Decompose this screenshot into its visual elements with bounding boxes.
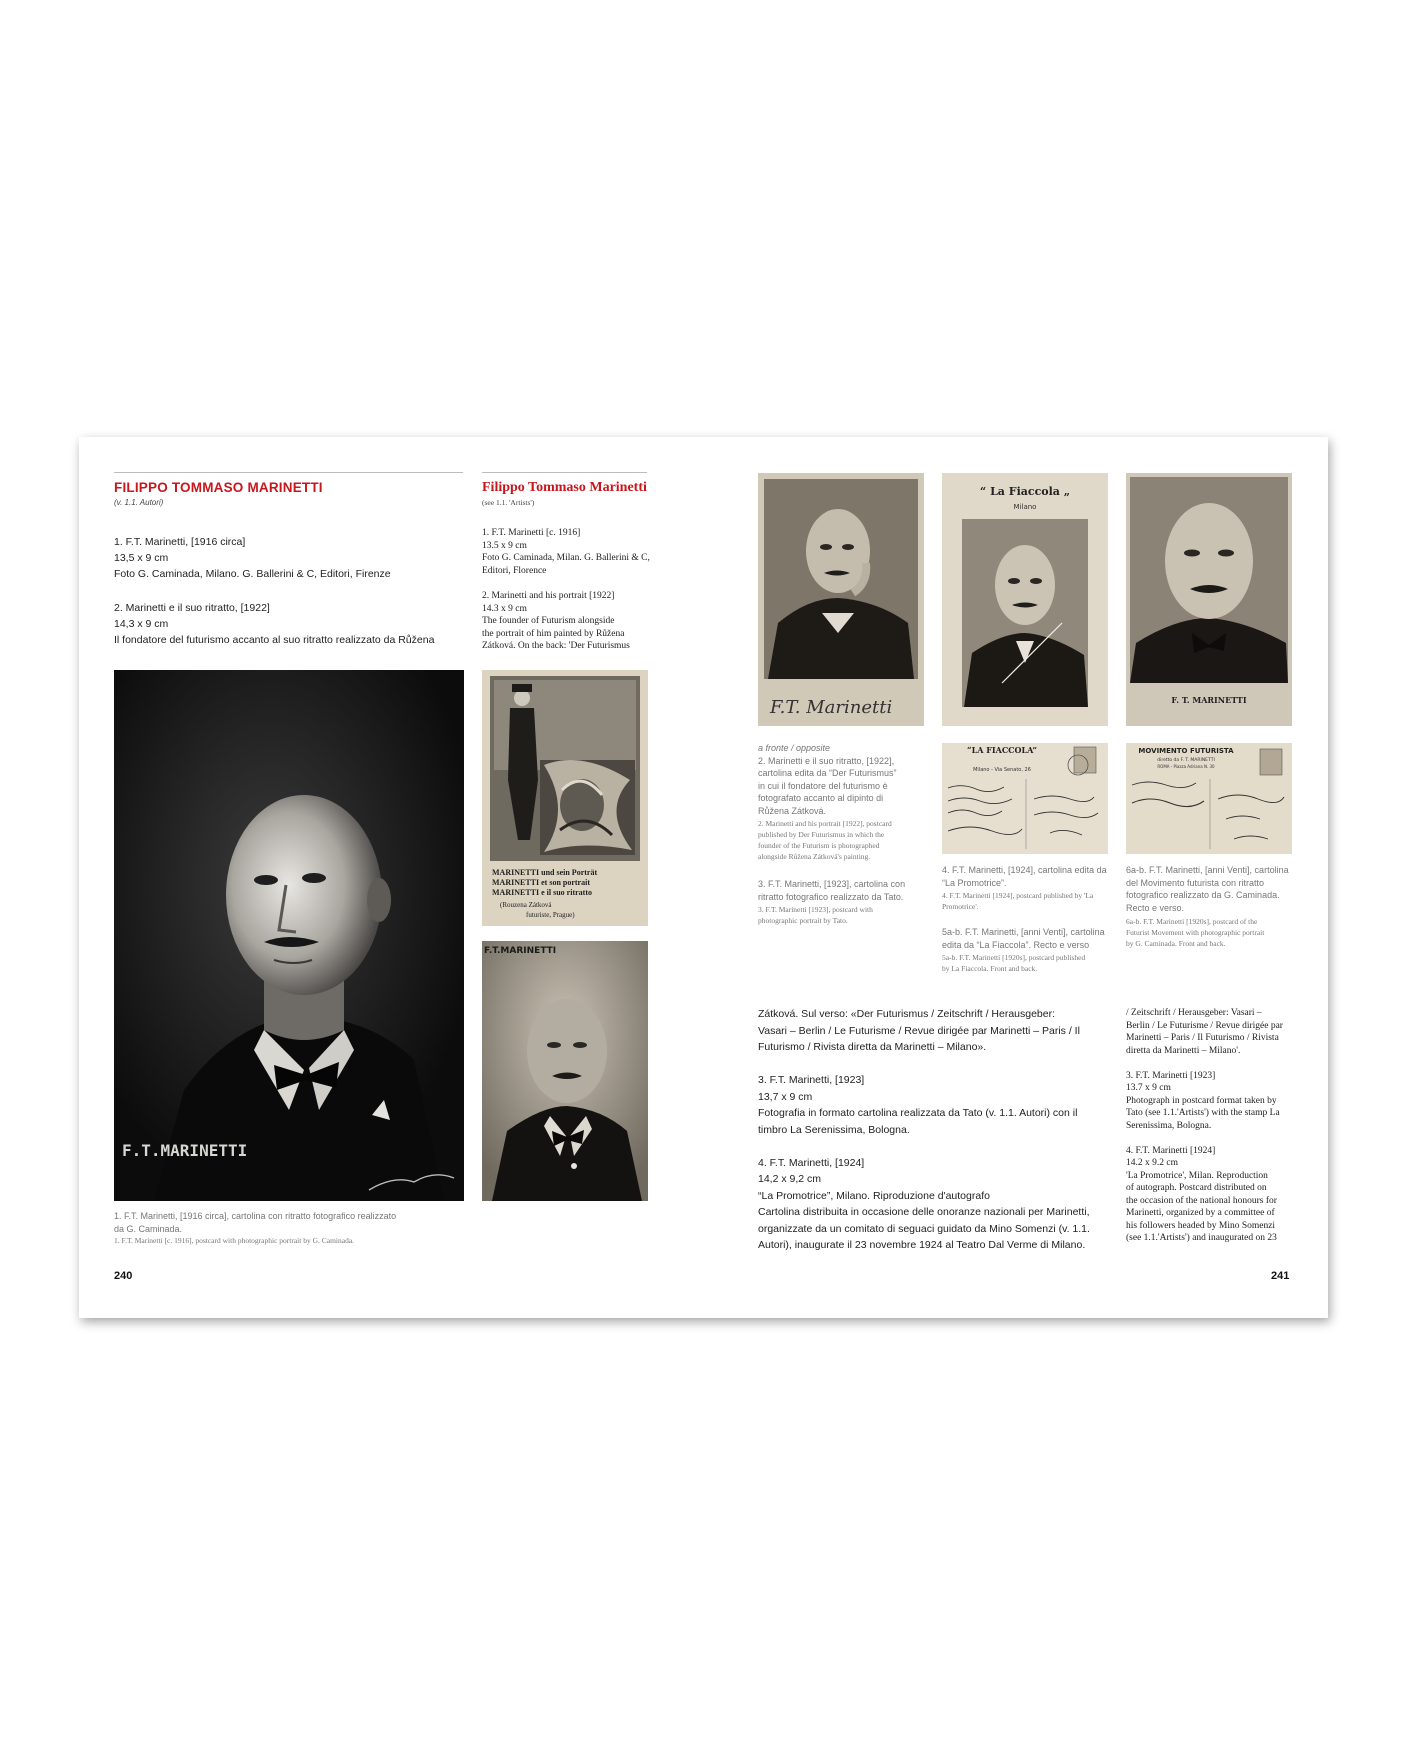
entry-line: Foto G. Caminada, Milano. G. Ballerini & C, Editori, Firenze xyxy=(114,568,391,580)
body-line: 13,7 x 9 cm xyxy=(758,1090,813,1103)
body-line: Vasari – Berlin / Le Futurisme / Revue dirigée par Marinetti – Paris / Il xyxy=(758,1024,1080,1037)
postcard-marinetti-and-portrait xyxy=(482,670,648,926)
postcard-caption-line: (Rouzena Zátková xyxy=(500,901,552,909)
body-line: diretta da Marinetti – Milano'. xyxy=(1126,1045,1241,1056)
body-line: Photograph in postcard format taken by xyxy=(1126,1095,1277,1106)
letter-header-text: MOVIMENTO FUTURISTA xyxy=(1138,747,1234,755)
book-spread xyxy=(79,437,1328,1318)
entry-line: 2. Marinetti e il suo ritratto, [1922] xyxy=(114,602,270,614)
postcard-la-fiaccola-back xyxy=(942,743,1108,854)
entry-line: Zátková. On the back: 'Der Futurismus xyxy=(482,641,630,651)
italian-entry-1 xyxy=(114,534,464,582)
entry-line: 13.5 x 9 cm xyxy=(482,540,527,551)
postcard-caption xyxy=(492,868,597,920)
caption-line: 4. F.T. Marinetti [1924], postcard published by 'La xyxy=(942,891,1094,900)
body-line: 3. F.T. Marinetti, [1923] xyxy=(758,1074,865,1086)
header-rule-english xyxy=(482,472,647,473)
caption-line: fotografato accanto al dipinto di xyxy=(758,793,884,803)
caption-line: 3. F.T. Marinetti, [1923], cartolina con xyxy=(758,879,906,889)
header-rule-italian xyxy=(114,472,463,473)
postcard-tato-portrait xyxy=(482,941,648,1201)
body-line: his followers headed by Mino Somenzi xyxy=(1126,1220,1276,1231)
body-line: 4. F.T. Marinetti [1924] xyxy=(1126,1145,1216,1156)
caption-line: founder of the Futurism is photographed xyxy=(758,841,880,850)
body-line: (see 1.1.'Artists') and inaugurated on 23 xyxy=(1126,1233,1277,1243)
postcard-signature: F.T. Marinetti xyxy=(770,697,893,718)
letter-address-text: Milano - Via Senato, 26 xyxy=(973,767,1031,773)
body-line xyxy=(758,1056,1108,1073)
letter-subheader-text: diretto da F. T. MARINETTI xyxy=(1157,758,1215,763)
caption-line: alongside Růžena Zátková's painting. xyxy=(758,852,871,861)
entry-line: 1. F.T. Marinetti [c. 1916] xyxy=(482,528,581,538)
caption-line: cartolina edita da “Der Futurismus” xyxy=(758,768,897,778)
body-line: / Zeitschrift / Herausgeber: Vasari – xyxy=(1126,1008,1262,1018)
body-line: Autori), inaugurate il 23 novembre 1924 al Teatro Dal Verme di Milano. xyxy=(758,1239,1086,1251)
caption-line: 6a-b. F.T. Marinetti, [anni Venti], cartolina xyxy=(1126,865,1289,875)
body-line: 4. F.T. Marinetti, [1924] xyxy=(758,1156,865,1169)
body-line: Berlin / Le Futurisme / Revue dirigée par xyxy=(1126,1020,1283,1031)
photo-caption-english: 1. F.T. Marinetti [c. 1916], postcard with photographic portrait by G. Caminada. xyxy=(114,1236,355,1245)
body-line: of autograph. Postcard distributed on xyxy=(1126,1183,1267,1193)
section-subtitle-english: (see 1.1. 'Artists') xyxy=(482,498,535,507)
section-subtitle-italian: (v. 1.1. Autori) xyxy=(114,498,164,507)
caption-line: edita da “La Fiaccola”. Recto e verso xyxy=(942,939,1090,950)
caption-column-2 xyxy=(942,864,1112,889)
entry-line: 2. Marinetti and his portrait [1922] xyxy=(482,591,615,601)
caption-column-1b xyxy=(758,878,928,903)
postcard-header-text: F.T.MARINETTI xyxy=(484,946,557,956)
caption-column-1 xyxy=(758,742,928,817)
body-text-english xyxy=(1126,1007,1296,1245)
caption-line: fotografico realizzato da G. Caminada. xyxy=(1126,890,1280,900)
body-line: “La Promotrice”, Milano. Riproduzione d'autografo xyxy=(758,1189,990,1202)
caption-column-2-english xyxy=(942,890,1112,912)
caption-column-1-english xyxy=(758,818,928,862)
caption-line: 2. Marinetti e il suo ritratto, [1922], xyxy=(758,755,895,766)
body-line: Marinetti, organized by a committee of xyxy=(1126,1208,1275,1218)
caption-line: 5a-b. F.T. Marinetti [1920s], postcard published xyxy=(942,953,1086,962)
postcard-name-text: F. T. MARINETTI xyxy=(1171,695,1247,705)
postcard-la-fiaccola xyxy=(942,473,1108,726)
caption-line: 5a-b. F.T. Marinetti, [anni Venti], cartolina xyxy=(942,927,1105,937)
caption-line: “La Promotrice”. xyxy=(942,877,1007,888)
entry-line: The founder of Futurism alongside xyxy=(482,616,615,626)
caption-line: published by Der Futurismus in which the xyxy=(758,830,885,839)
caption-line: ritratto fotografico realizzato da Tato. xyxy=(758,891,904,902)
body-line: 14,2 x 9,2 cm xyxy=(758,1173,822,1185)
body-line: Fotografia in formato cartolina realizzata da Tato (v. 1.1. Autori) con il xyxy=(758,1107,1078,1119)
caption-line: by La Fiaccola. Front and back. xyxy=(942,964,1038,973)
postcard-movimento-futurista-back xyxy=(1126,743,1292,854)
caption-line: Růžena Zátková. xyxy=(758,805,827,816)
caption-line: 4. F.T. Marinetti, [1924], cartolina edita da xyxy=(942,865,1107,875)
body-line xyxy=(758,1138,1108,1155)
body-text-italian xyxy=(758,1006,1108,1254)
postcard-caption-line: futuriste, Prague) xyxy=(526,911,575,919)
section-title-english: Filippo Tommaso Marinetti xyxy=(482,480,647,495)
photo-caption-italian xyxy=(114,1210,464,1235)
body-line: 13.7 x 9 cm xyxy=(1126,1083,1171,1093)
body-line: 3. F.T. Marinetti [1923] xyxy=(1126,1070,1216,1081)
postcard-marinetti-closeup xyxy=(1126,473,1292,726)
photo-signature: F.T.MARINETTI xyxy=(122,1141,248,1160)
body-line: Zátková. Sul verso: «Der Futurismus / Zeitschrift / Herausgeber: xyxy=(758,1008,1056,1020)
postcard-subheader-text: Milano xyxy=(1013,503,1037,511)
italian-entry-2 xyxy=(114,600,464,648)
entry-line: Il fondatore del futurismo accanto al suo ritratto realizzato da Růžena xyxy=(114,634,435,646)
page-number-left: 240 xyxy=(114,1270,133,1282)
caption-line: in cui il fondatore del futurismo è xyxy=(758,780,888,791)
portrait-photo-marinetti xyxy=(114,670,464,1201)
body-line: Cartolina distribuita in occasione delle onoranze nazionali per Marinetti, xyxy=(758,1206,1090,1218)
entry-line: 14,3 x 9 cm xyxy=(114,618,169,630)
body-line: Futurismo / Rivista diretta da Marinetti – Milano». xyxy=(758,1041,987,1053)
caption-column-3-english xyxy=(1126,916,1296,949)
body-line: Serenissima, Bologna. xyxy=(1126,1120,1212,1131)
english-entry-2 xyxy=(482,590,652,653)
caption-column-3 xyxy=(1126,864,1296,914)
caption-line: by G. Caminada. Front and back. xyxy=(1126,939,1226,948)
page-number-right: 241 xyxy=(1271,1270,1290,1282)
caption-line: Promotrice'. xyxy=(942,902,979,911)
caption-line: Recto e verso. xyxy=(1126,902,1185,913)
body-line: Marinetti – Paris / Il Futurismo / Rivista xyxy=(1126,1033,1279,1043)
body-line: organizzate da un comitato di seguaci guidato da Mino Somenzi (v. 1.1. xyxy=(758,1222,1090,1235)
postcard-caption-line: MARINETTI e il suo ritratto xyxy=(492,888,592,897)
postcard-header-text: “ La Fiaccola „ xyxy=(979,485,1071,498)
section-title-italian: FILIPPO TOMMASO MARINETTI xyxy=(114,480,323,495)
entry-line: Foto G. Caminada, Milan. G. Ballerini & C, xyxy=(482,553,650,563)
caption-line: 3. F.T. Marinetti [1923], postcard with xyxy=(758,905,873,914)
body-line xyxy=(1126,1132,1296,1145)
body-line: 14.2 x 9.2 cm xyxy=(1126,1158,1178,1168)
entry-line: 13,5 x 9 cm xyxy=(114,552,169,564)
caption-column-2b-english xyxy=(942,952,1112,974)
body-line: the occasion of the national honours for xyxy=(1126,1195,1277,1206)
body-line: Tato (see 1.1.'Artists') with the stamp La xyxy=(1126,1108,1280,1118)
postcard-marinetti-seated xyxy=(758,473,924,726)
entry-line: the portrait of him painted by Růžena xyxy=(482,628,625,639)
caption-line: da G. Caminada. xyxy=(114,1223,183,1234)
body-line xyxy=(1126,1057,1296,1070)
caption-line: 1. F.T. Marinetti, [1916 circa], cartolina con ritratto fotografico realizzato xyxy=(114,1211,397,1221)
letter-header-text: “LA FIACCOLA” xyxy=(966,745,1038,755)
english-entry-1 xyxy=(482,527,652,577)
caption-line: photographic portrait by Tato. xyxy=(758,916,848,925)
entry-line: Editori, Florence xyxy=(482,565,547,576)
caption-line: del Movimento futurista con ritratto xyxy=(1126,877,1265,888)
postcard-caption-line: MARINETTI et son portrait xyxy=(492,878,590,887)
caption-line: 6a-b. F.T. Marinetti [1920s], postcard of the xyxy=(1126,917,1258,926)
body-line: 'La Promotrice', Milan. Reproduction xyxy=(1126,1170,1268,1181)
postcard-caption-line: MARINETTI und sein Porträt xyxy=(492,868,598,877)
caption-line: 2. Marinetti and his portrait [1922], postcard xyxy=(758,819,892,828)
caption-line: a fronte / opposite xyxy=(758,743,831,753)
caption-column-2b xyxy=(942,926,1112,951)
entry-line: 1. F.T. Marinetti, [1916 circa] xyxy=(114,536,246,548)
body-line: timbro La Serenissima, Bologna. xyxy=(758,1123,910,1136)
letter-address-text: ROMA - Piazza Adriana N. 30 xyxy=(1157,764,1215,769)
entry-line: 14.3 x 9 cm xyxy=(482,603,527,614)
caption-line: Futurist Movement with photographic portrait xyxy=(1126,928,1265,937)
caption-column-1b-english xyxy=(758,904,928,926)
